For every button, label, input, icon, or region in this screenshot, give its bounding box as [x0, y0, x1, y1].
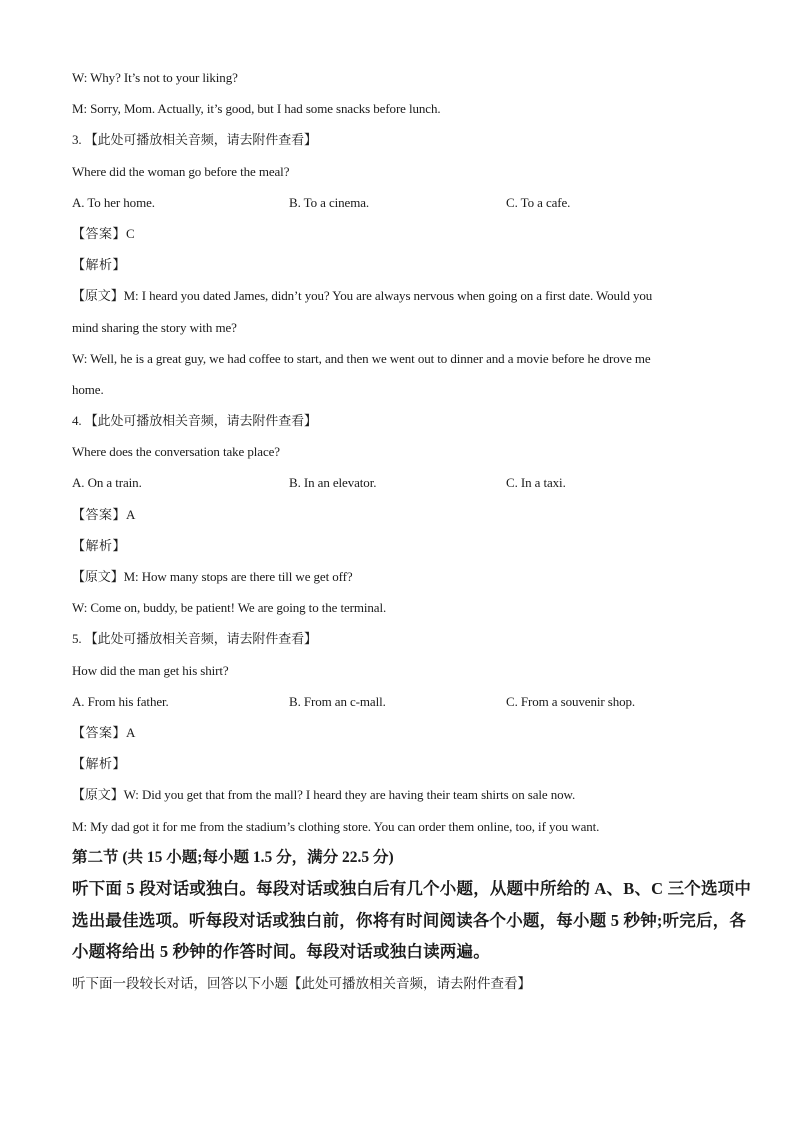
directions-line: 听下面 5 段对话或独白。每段对话或独白后有几个小题，从题中所给的 A、B、C 三个选项中	[72, 879, 752, 899]
transcript-line: home.	[72, 381, 104, 397]
option-row	[72, 187, 724, 218]
option-row	[72, 467, 724, 498]
dialogue-line: M: Sorry, Mom. Actually, it’s good, but I had some snacks before lunch.	[72, 101, 441, 117]
question-text: How did the man get his shirt?	[72, 662, 229, 678]
question-header: 3. 【此处可播放相关音频，请去附件查看】	[72, 132, 317, 148]
question-block-3	[72, 124, 724, 405]
listening-instruction: 听下面一段较长对话，回答以下小题【此处可播放相关音频，请去附件查看】	[72, 975, 531, 991]
transcript-line: 【原文】M: I heard you dated James, didn’t you? You are always nervous when going on a first date. Would you	[72, 288, 653, 304]
option-b: B. To a cinema.	[289, 194, 370, 210]
analysis-label: 【解析】	[72, 756, 127, 772]
dialogue-line: W: Why? It’s not to your liking?	[72, 70, 238, 85]
question-text: Where did the woman go before the meal?	[72, 163, 290, 179]
document-page	[72, 62, 752, 999]
option-a: A. From his father.	[72, 693, 169, 709]
transcript-line: W: Well, he is a great guy, we had coffee to start, and then we went out to dinner and a movie before he drove me	[72, 350, 651, 366]
option-c: C. In a taxi.	[506, 475, 566, 491]
option-b: B. From an c-mall.	[289, 693, 386, 709]
option-b: B. In an elevator.	[289, 475, 377, 491]
option-a: A. To her home.	[72, 194, 155, 210]
directions-line: 小题将给出 5 秒钟的作答时间。每段对话或独白读两遍。	[72, 942, 490, 962]
section-heading: 第二节 (共 15 小题;每小题 1.5 分，满分 22.5 分)	[72, 848, 394, 866]
transcript-line: 【原文】M: How many stops are there till we get off?	[72, 569, 353, 584]
question-block-5	[72, 623, 724, 841]
transcript-line: 【原文】W: Did you get that from the mall? I heard they are having their team shirts on sale now.	[72, 787, 576, 803]
transcript-line: W: Come on, buddy, be patient! We are going to the terminal.	[72, 600, 387, 616]
analysis-label: 【解析】	[72, 257, 127, 273]
option-row	[72, 686, 724, 717]
transcript-line: mind sharing the story with me?	[72, 319, 237, 335]
answer-label: 【答案】A	[72, 724, 136, 740]
question-text: Where does the conversation take place?	[72, 444, 280, 460]
answer-label: 【答案】A	[72, 506, 136, 522]
question-header: 4. 【此处可播放相关音频，请去附件查看】	[72, 413, 317, 429]
answer-label: 【答案】C	[72, 225, 136, 241]
directions-line: 选出最佳选项。听每段对话或独白前，你将有时间阅读各个小题，每小题 5 秒钟;听完后，各	[72, 910, 747, 930]
option-c: C. From a souvenir shop.	[506, 693, 636, 709]
transcript-line: M: My dad got it for me from the stadium’s clothing store. You can order them online, too, if you want.	[72, 818, 600, 834]
analysis-label: 【解析】	[72, 537, 127, 553]
question-header: 5. 【此处可播放相关音频，请去附件查看】	[72, 631, 317, 647]
option-a: A. On a train.	[72, 475, 142, 491]
section-directions	[72, 873, 752, 968]
section-2	[72, 842, 752, 1000]
question-block-4	[72, 405, 724, 623]
option-c: C. To a cafe.	[506, 194, 571, 210]
